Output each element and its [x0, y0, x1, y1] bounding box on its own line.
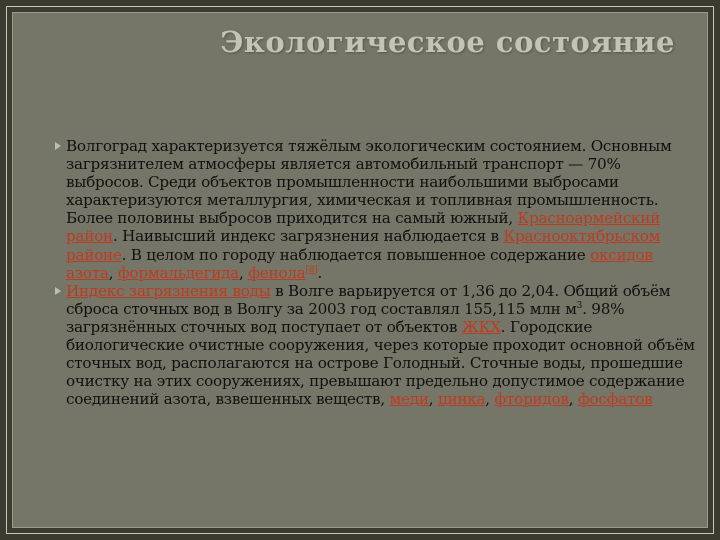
- text-segment: в Волге варьируется от 1,36 до 2,04. Общий объём сброса сточных вод в Волгу за 2003 год составлял 155,115 млн м: [66, 281, 671, 318]
- paragraph-water-pollution: [21, 282, 697, 409]
- slide-body: [21, 137, 697, 408]
- text-segment: .: [317, 263, 323, 282]
- link-phenol[interactable]: фенола: [248, 263, 306, 282]
- bullet-icon: [55, 142, 61, 150]
- bullet-icon: [55, 287, 61, 295]
- paragraph-air-pollution: [21, 137, 697, 282]
- link-krasnoarmeysky-district[interactable]: Красноармейский район: [66, 209, 661, 246]
- link-zhkh[interactable]: ЖКХ: [461, 317, 501, 336]
- link-fluorides[interactable]: фторидов: [494, 390, 569, 409]
- link-reference-8[interactable]: [8]: [305, 264, 318, 275]
- text-segment: . 98% загрязнённых сточных вод поступает от объектов: [66, 299, 625, 336]
- text-separator: ,: [108, 263, 118, 282]
- text-separator: ,: [428, 390, 438, 409]
- slide: [12, 12, 708, 528]
- link-nitrogen-oxides[interactable]: оксидов азота: [66, 245, 653, 282]
- text-separator: ,: [568, 390, 578, 409]
- link-zinc[interactable]: цинка: [437, 390, 486, 409]
- text-segment: . Городские биологические очистные сооружения, через которые проходит основной объём сточных вод, располагаются на острове Голодный. Сточные воды, прошедшие очистку на этих сооружениях, превышают предельно допустимое содержание соединений азота, взвешенных веществ,: [66, 317, 695, 409]
- link-copper[interactable]: меди: [389, 390, 429, 409]
- text-segment: . Наивысший индекс загрязнения наблюдается в: [112, 227, 504, 246]
- link-formaldehyde[interactable]: формальдегида: [117, 263, 239, 282]
- superscript-3: 3: [576, 300, 583, 311]
- link-krasnooktyabrsky-district[interactable]: Краснооктябрьском районе: [66, 227, 661, 264]
- link-water-pollution-index[interactable]: Индекс загрязнения воды: [66, 281, 271, 300]
- text-segment: . В целом по городу наблюдается повышенное содержание: [121, 245, 591, 264]
- text-separator: ,: [485, 390, 495, 409]
- text-separator: ,: [238, 263, 249, 282]
- text-segment: Волгоград характеризуется тяжёлым экологическим состоянием. Основным загрязнителем атмосферы является автомобильный транспорт — 70% выбросов. Среди объектов промышленности наибольшими выбросами характеризуются металлургия, химическая и топливная промышленность. Более половины выбросов приходится на самый южный,: [66, 137, 672, 228]
- slide-title: Экологическое состояние: [220, 25, 675, 59]
- link-phosphates[interactable]: фосфатов: [577, 390, 653, 409]
